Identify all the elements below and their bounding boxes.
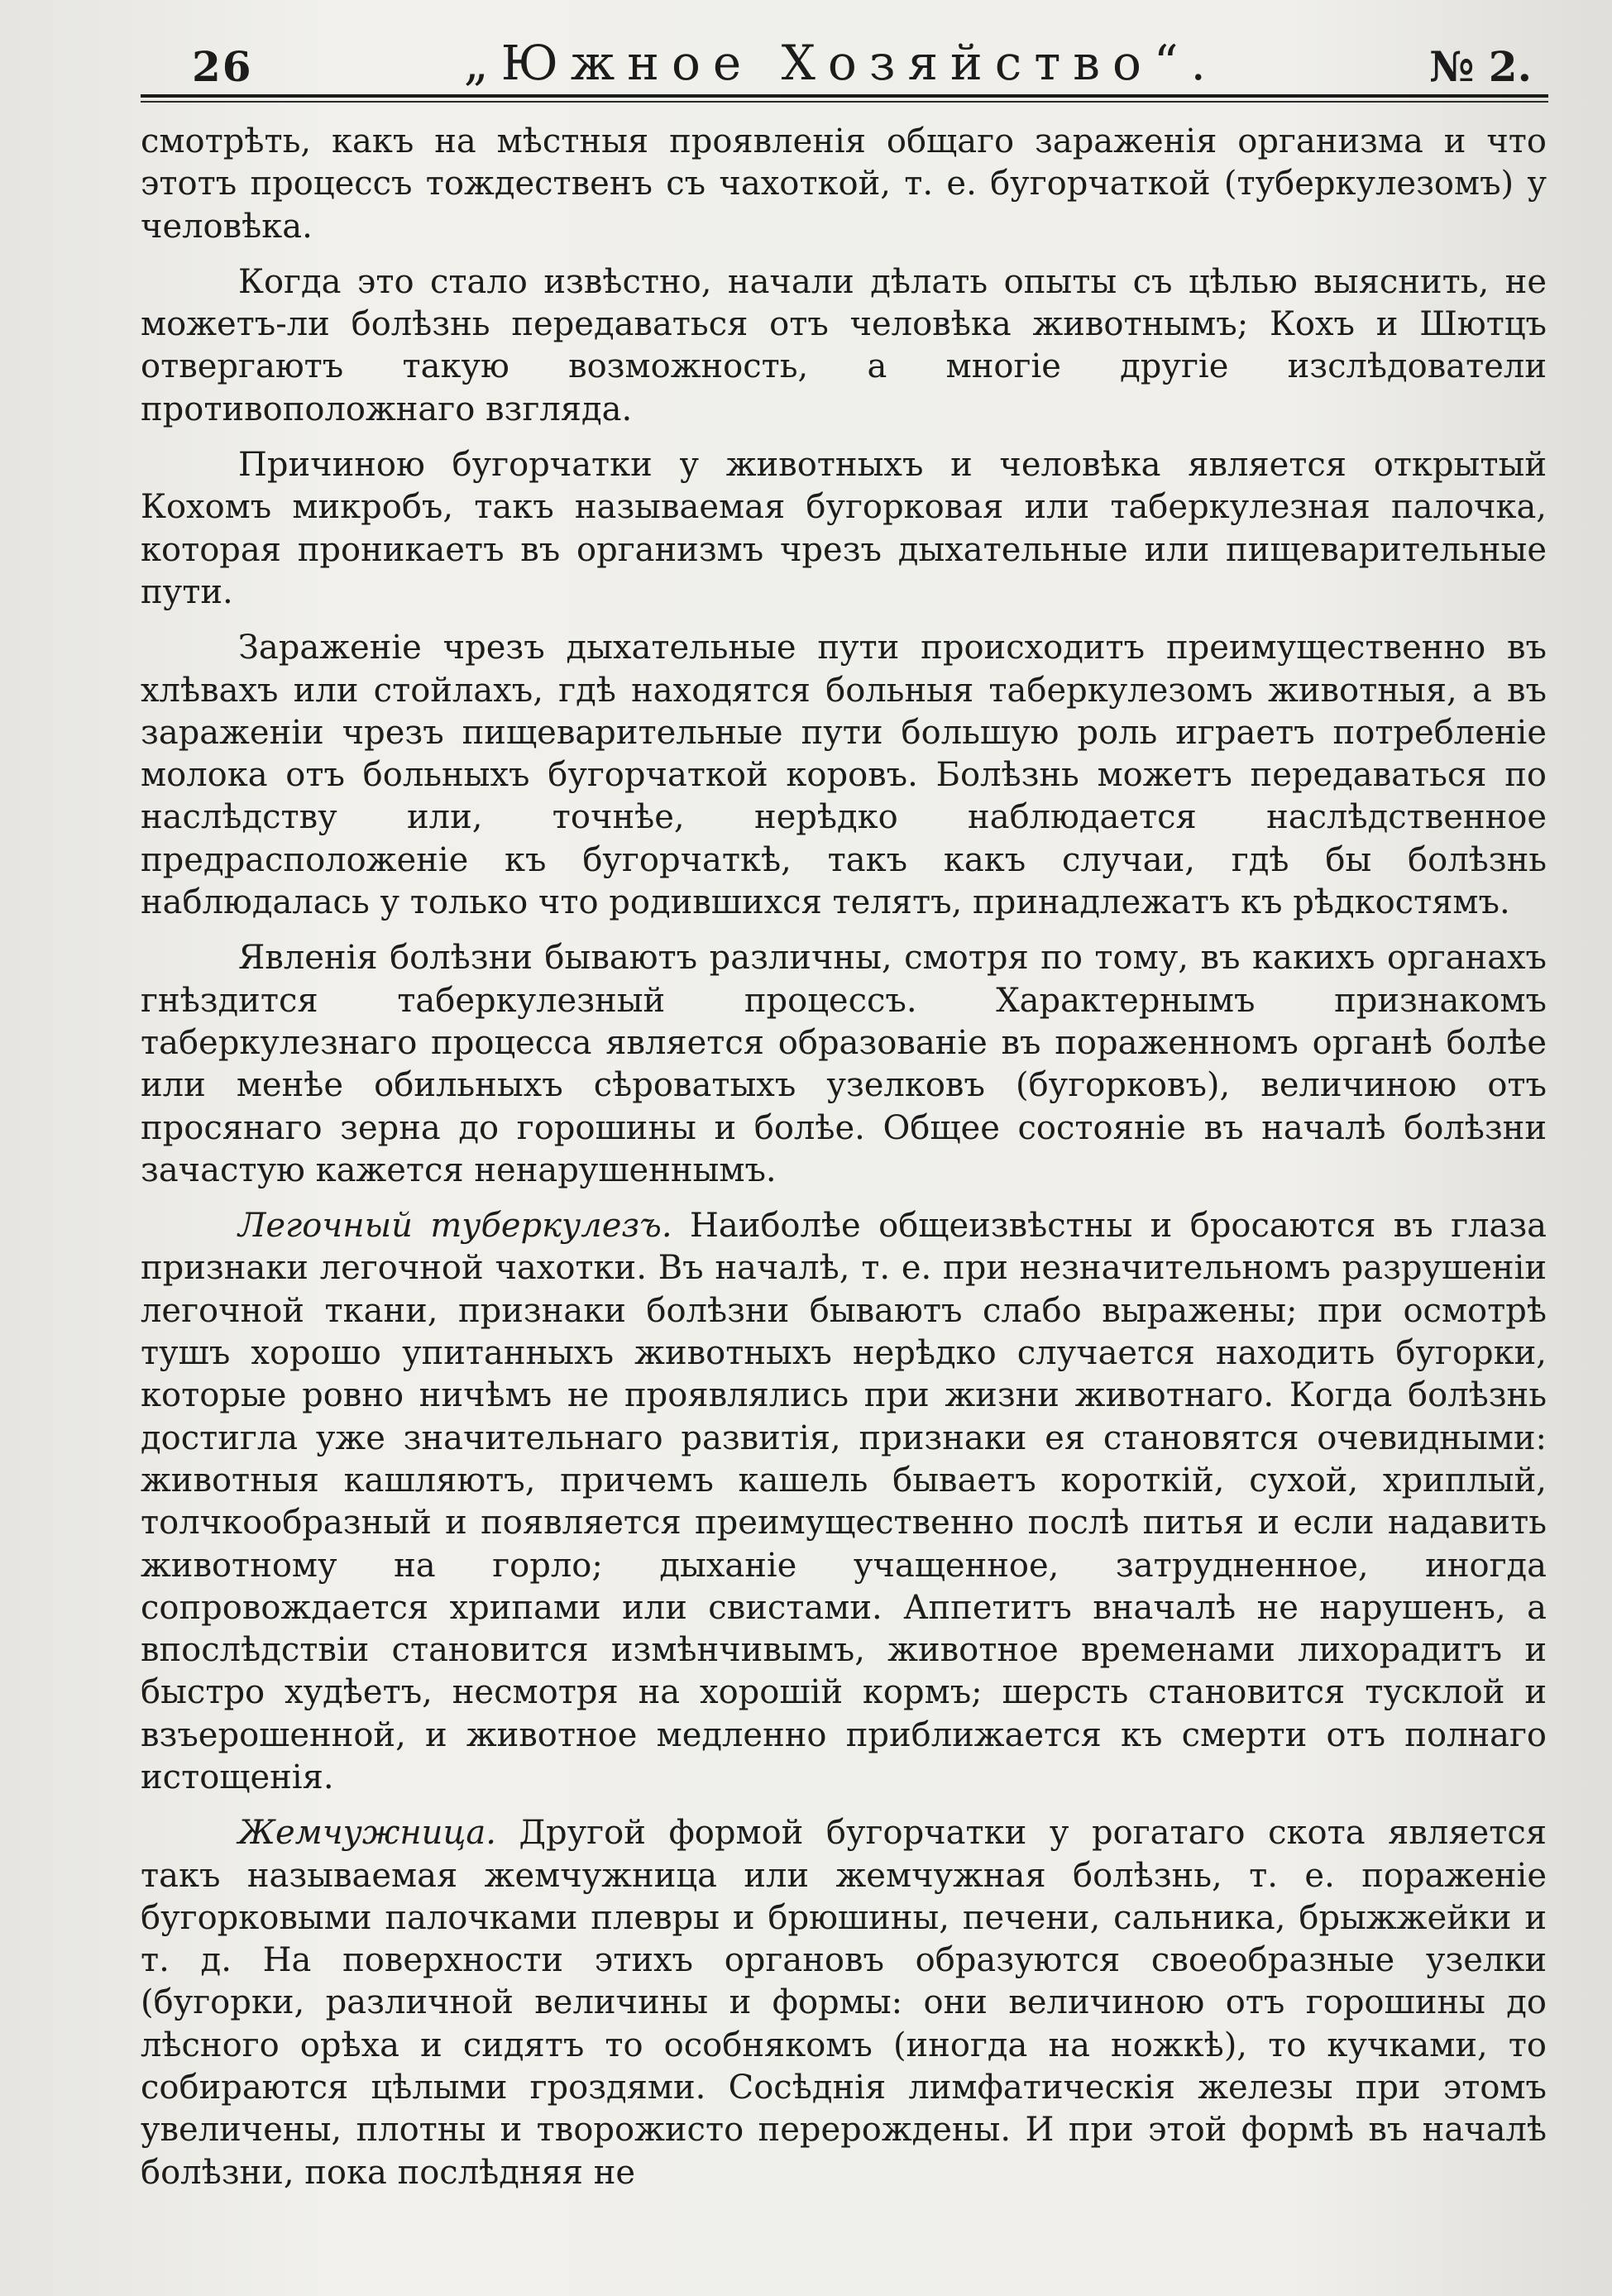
paragraph-1 [141, 121, 1547, 248]
paragraph-2-text: Когда это стало извѣстно, начали дѣлать опыты съ цѣлью выяснить, не можетъ-ли болѣзнь передаваться отъ человѣка животнымъ; Кохъ и Шютцъ отвергаютъ такую возможность, а многіе другіе изслѣдователи противоположнаго взгляда. [141, 262, 1547, 428]
paragraph-5 [141, 937, 1547, 1192]
paragraph-4 [141, 627, 1547, 924]
header-rule-thick [141, 94, 1548, 98]
journal-title: „Южное Хозяйство“. [463, 35, 1218, 91]
header-rule-thin [141, 101, 1548, 103]
issue-number: № 2. [1429, 42, 1532, 91]
paragraph-6-text: Наиболѣе общеизвѣстны и бросаются въ глаза признаки легочной чахотки. Въ началѣ, т. е. при незначительномъ разрушеніи легочной ткани, признаки болѣзни бываютъ слабо выражены; при осмотрѣ тушъ хорошо упитанныхъ животныхъ нерѣдко случается находить бугорки, которые ровно ничѣмъ не проявлялись при жизни животнаго. Когда болѣзнь достигла уже значительнаго развитія, признаки ея становятся очевидными: животныя кашляютъ, причемъ кашель бываетъ короткій, сухой, хриплый, толчкообразный и появляется преимущественно послѣ питья и если надавить животному на горло; дыханіе учащенное, затрудненное, иногда сопровождается хрипами или свистами. Аппетитъ вначалѣ не нарушенъ, а впослѣдствіи становится измѣнчивымъ, животное временами лихорадитъ и быстро худѣетъ, несмотря на хорошій кормъ; шерсть становится тусклой и взъерошенной, и животное медленно приближается къ смерти отъ полнаго истощенія. [141, 1207, 1547, 1796]
paragraph-5-text: Явленія болѣзни бываютъ различны, смотря по тому, въ какихъ органахъ гнѣздится таберкулезный процессъ. Характернымъ признакомъ таберкулезнаго процесса является образованіе въ пораженномъ органѣ болѣе или менѣе обильныхъ сѣроватыхъ узелковъ (бугорковъ), величиною отъ просянаго зерна до горошины и болѣе. Общее состояніе въ началѣ болѣзни зачастую кажется ненарушеннымъ. [141, 939, 1547, 1189]
paragraph-1-text: смотрѣть, какъ на мѣстныя проявленія общаго зараженія организма и что этотъ процессъ тождественъ съ чахоткой, т. е. бугорчаткой (туберкулезомъ) у человѣка. [141, 122, 1547, 246]
page-number: 26 [192, 42, 253, 91]
paragraph-2 [141, 261, 1547, 431]
paragraph-3 [141, 444, 1547, 614]
paragraph-7 [141, 1812, 1547, 2194]
paragraph-6 [141, 1205, 1547, 1799]
running-header [141, 33, 1538, 91]
article-body [141, 121, 1547, 2194]
paragraph-6-lead: Легочный туберкулезъ. [238, 1207, 672, 1246]
paragraph-7-lead: Жемчужница. [238, 1814, 496, 1853]
paragraph-4-text: Зараженіе чрезъ дыхательные пути происходитъ преимущественно въ хлѣвахъ или стойлахъ, гдѣ находятся больныя таберкулезомъ животныя, а въ зараженіи чрезъ пищеварительные пути большую роль играетъ потребленіе молока отъ больныхъ бугорчаткой коровъ. Болѣзнь можетъ передаваться по наслѣдству или, точнѣе, нерѣдко наблюдается наслѣдственное предрасположеніе къ бугорчаткѣ, такъ какъ случаи, гдѣ бы болѣзнь наблюдалась у только что родившихся телятъ, принадлежатъ къ рѣдкостямъ. [141, 629, 1547, 922]
paragraph-3-text: Причиною бугорчатки у животныхъ и человѣка является открытый Кохомъ микробъ, такъ называемая бугорковая или таберкулезная палочка, которая проникаетъ въ организмъ чрезъ дыхательные или пищеварительные пути. [141, 446, 1547, 611]
paragraph-7-text: Другой формой бугорчатки у рогатаго скота является такъ называемая жемчужница или жемчужная болѣзнь, т. е. пораженіе бугорковыми палочками плевры и брюшины, печени, сальника, брыжжейки и т. д. На поверхности этихъ органовъ образуются своеобразные узелки (бугорки, различной величины и формы: они величиною отъ горошины до лѣсного орѣха и сидятъ то особнякомъ (иногда на ножкѣ), то кучками, то собираются цѣлыми гроздями. Сосѣднія лимфатическія железы при этомъ увеличены, плотны и творожисто перерождены. И при этой формѣ въ началѣ болѣзни, пока послѣдняя не [141, 1814, 1547, 2192]
